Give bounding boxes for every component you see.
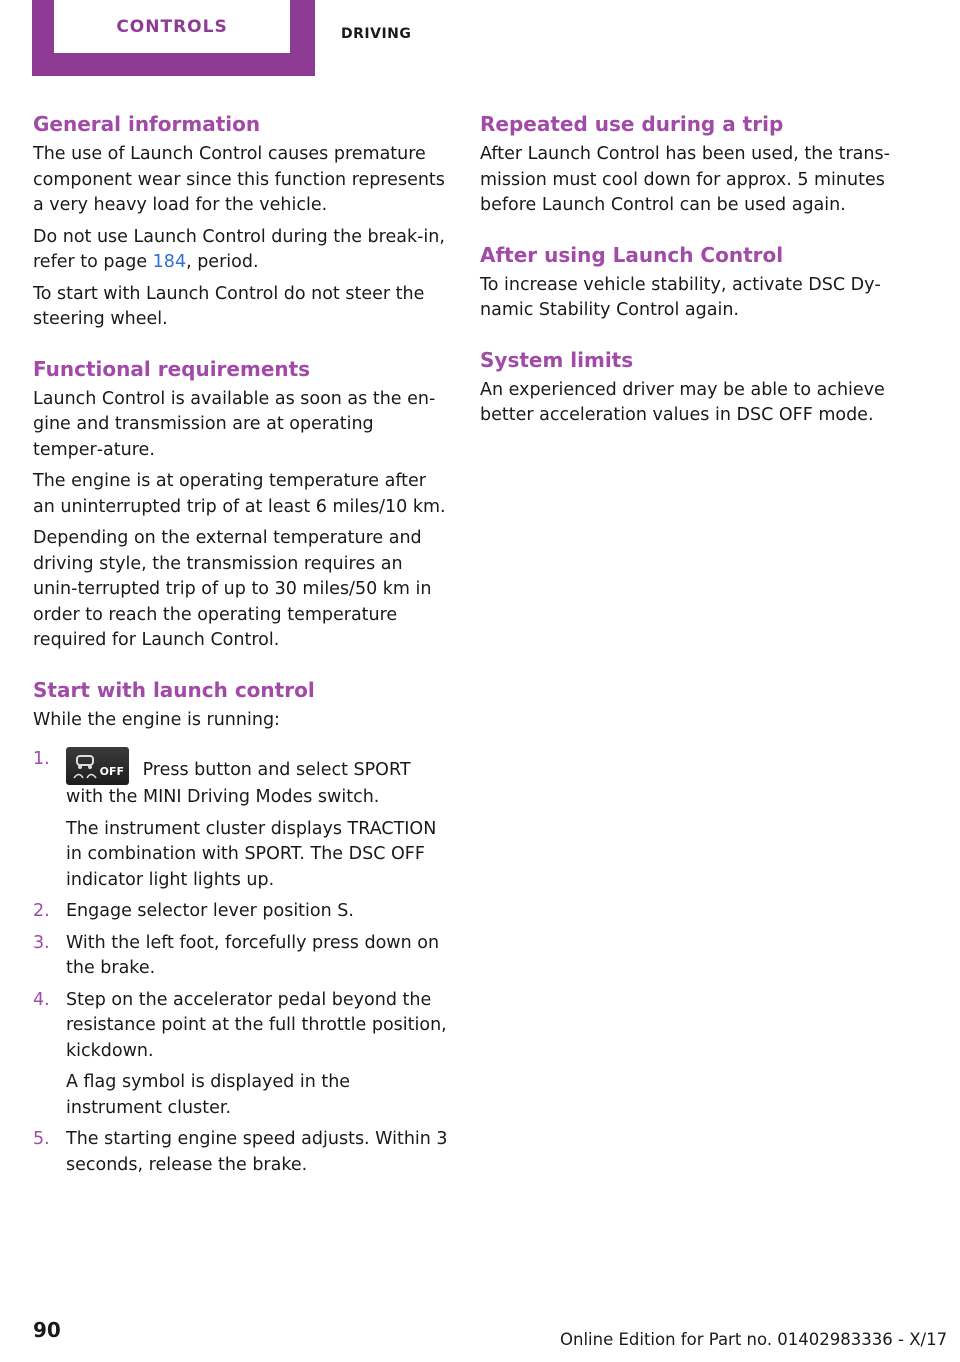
page-number: 90 [33, 1318, 61, 1342]
start-launch-control-section [33, 676, 448, 1179]
step-number: 2. [33, 901, 50, 921]
system-limits-heading: System limits [480, 347, 634, 372]
general-paragraph-3: To start with Launch Control do not steer the steering wheel. [33, 283, 425, 329]
requirements-paragraph-2: The engine is at operating temperature after an uninterrupted trip of at least 6 miles/10 km. [33, 471, 446, 517]
right-column [480, 110, 895, 451]
general-information-heading: General information [33, 112, 261, 136]
step-sub-text: A flag symbol is displayed in the instrument cluster. [66, 1072, 351, 1118]
requirements-paragraph-1: Launch Control is available as soon as the en‐gine and transmission are at operating temper‐ature. [33, 388, 436, 460]
list-item [33, 747, 448, 893]
list-item [33, 931, 448, 982]
step-number: 3. [33, 932, 50, 953]
list-item [33, 988, 448, 1122]
general-p2-text: Do not use Launch Control during the break-in, refer to page [33, 226, 445, 272]
step-text: With the left foot, forcefully press down on the brake. [66, 932, 440, 978]
functional-requirements-section [33, 355, 448, 654]
repeated-use-section [480, 110, 895, 219]
edition-footer: Online Edition for Part no. 01402983336 - X/17 [560, 1330, 948, 1349]
left-column [33, 110, 448, 1200]
after-using-heading: After using Launch Control [480, 242, 784, 267]
functional-requirements-heading: Functional requirements [33, 356, 311, 381]
step-number: 4. [33, 989, 50, 1010]
system-limits-paragraph: An experienced driver may be able to achieve better acceleration values in DSC OFF mode. [480, 379, 885, 425]
step-sub-text: The instrument cluster displays TRACTION in combination with SPORT. The DSC OFF indicator light lights up. [66, 818, 437, 890]
step-1-text: Press button and select SPORT with the MINI Driving Modes switch. [66, 760, 411, 807]
dsc-off-button-icon [66, 747, 129, 785]
step-text: Engage selector lever position S. [66, 901, 354, 921]
page-reference-link[interactable]: 184 [152, 252, 187, 272]
dsc-off-label: OFF [99, 765, 124, 778]
step-text [66, 747, 448, 811]
step-text: Step on the accelerator pedal beyond the resistance point at the full throttle position, kickdown. [66, 989, 447, 1061]
launch-steps-list [33, 747, 448, 1178]
step-number: 5. [33, 1129, 50, 1149]
system-limits-section [480, 346, 895, 429]
general-paragraph-1: The use of Launch Control causes premature component wear since this function represents a very heavy load for the vehicle. [33, 144, 445, 215]
repeated-use-paragraph: After Launch Control has been used, the trans‐mission must cool down for approx. 5 minutes before Launch Control can be used again. [480, 144, 890, 215]
tab-controls [32, 0, 315, 76]
start-launch-control-heading: Start with launch control [33, 677, 315, 702]
general-information-section [33, 110, 448, 333]
repeated-use-heading: Repeated use during a trip [480, 112, 784, 136]
requirements-paragraph-3: Depending on the external temperature and driving style, the transmission requires an unin‐terrupted trip of up to 30 miles/50 km in order to reach the operating temperature required for Launch Control. [33, 528, 432, 650]
after-using-paragraph: To increase vehicle stability, activate DSC Dy‐namic Stability Control again. [480, 274, 881, 320]
step-number: 1. [33, 749, 50, 769]
step-text: The starting engine speed adjusts. Within 3 seconds, release the brake. [66, 1129, 448, 1175]
list-item [33, 1127, 448, 1178]
after-using-section [480, 241, 895, 324]
page-header [0, 0, 960, 76]
general-paragraph-2 [33, 225, 448, 276]
general-p2-suffix: , period. [186, 252, 259, 272]
tab-controls-label: CONTROLS [54, 0, 290, 53]
start-intro: While the engine is running: [33, 709, 280, 730]
tab-driving-label: DRIVING [341, 26, 412, 42]
list-item [33, 899, 448, 925]
